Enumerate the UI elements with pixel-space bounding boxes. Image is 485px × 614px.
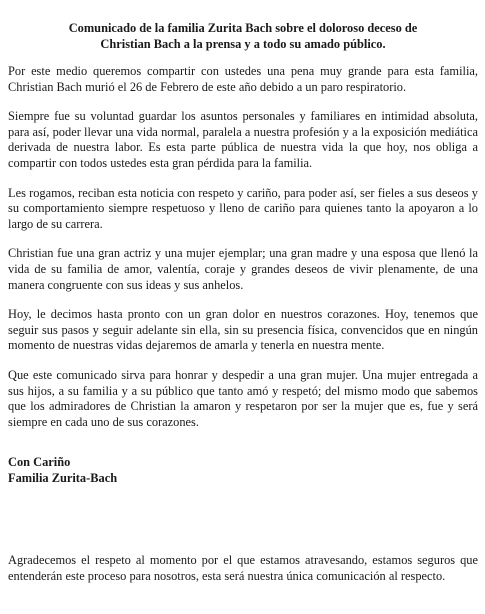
paragraph-privacy: Siempre fue su voluntad guardar los asuntos personales y familiares en intimidad absoluta, para así, poder llevar una vida normal, paralela a nuestra profesión y a la exposición mediática derivada de nuestra labor. Es esta parte pública de nuestra vida la que hoy, nos obliga a compartir con todos ustedes esta gran pérdida para la familia. — [8, 109, 478, 170]
paragraph-announcement: Por este medio queremos compartir con ustedes una pena muy grande para esta familia, Christian Bach murió el 26 de Febrero de este año debido a un paro respiratorio. — [8, 64, 478, 94]
paragraph-honor: Que este comunicado sirva para honrar y despedir a una gran mujer. Una mujer entregada a sus hijos, a su familia y a su público que tanto amó y respetó; del mismo modo que sabemos que los admiradores de Christian la amaron y respetaron por ser la mujer que es, fue y será siempre en cada uno de sus corazones. — [8, 367, 478, 429]
signoff-greeting: Con Cariño — [8, 455, 71, 470]
title-line-2: Christian Bach a la prensa y a todo su amado público. — [100, 37, 386, 51]
paragraph-request: Les rogamos, reciban esta noticia con respeto y cariño, para poder así, ser fieles a sus deseos y su comportamiento siempre respetuoso y lleno de cariño para quienes tanto la apoyaron a lo largo de su carrera. — [8, 185, 478, 231]
title-line-1: Comunicado de la familia Zurita Bach sobre el doloroso deceso de — [68, 21, 418, 35]
statement-title — [8, 20, 478, 52]
signoff-family: Familia Zurita-Bach — [8, 471, 118, 486]
paragraph-tribute: Christian fue una gran actriz y una mujer ejemplar; una gran madre y una esposa que llenó la vida de su familia de amor, valentía, coraje y grandes deseos de vivir plenamente, de una manera congruente con sus ideas y sus anhelos. — [8, 246, 478, 292]
signoff — [8, 454, 478, 486]
closing-paragraph: Agradecemos el respeto al momento por el que estamos atravesando, estamos seguros que entenderán este proceso para nosotros, esta será nuestra única comunicación al respecto. — [8, 553, 478, 583]
paragraph-farewell: Hoy, le decimos hasta pronto con un gran dolor en nuestros corazones. Hoy, tenemos que seguir sus pasos y seguir adelante sin ella, sin su presencia física, convencidos que en ningún momento de nuestras vidas dejaremos de amarla y tenerla en nuestra mente. — [8, 307, 478, 353]
